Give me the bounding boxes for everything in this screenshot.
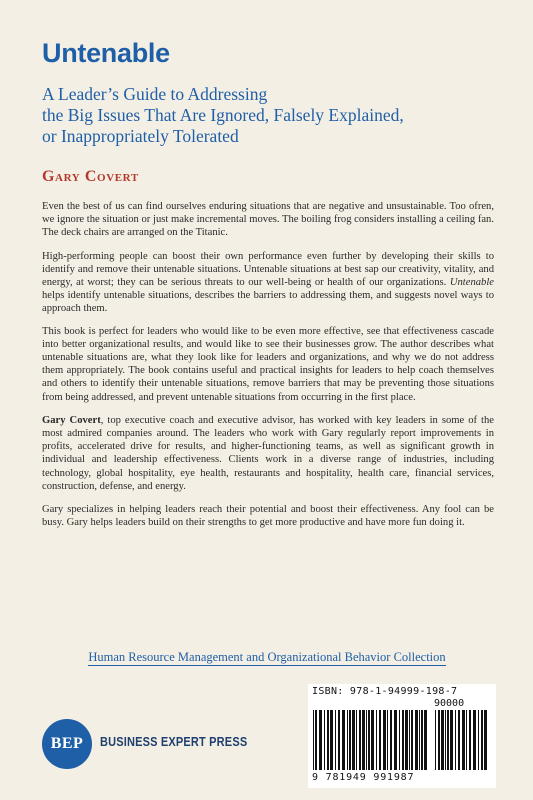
isbn-label: ISBN: 978-1-94999-198-7 [312, 686, 458, 697]
publisher-logo [42, 719, 92, 769]
blurb-text-segment: helps identify untenable situations, describes the barriers to addressing them, and suggests novel ways to approach them. [42, 290, 494, 315]
price-code: 90000 [434, 698, 465, 709]
barcode-digits: 9 781949 991987 [312, 772, 415, 783]
barcode-area [308, 684, 496, 788]
blurb-paragraph [42, 250, 494, 316]
blurb-paragraph: This book is perfect for leaders who would like to be even more effective, see that effectiveness cascade into better organizational results, and would like to see their businesses grow. The author describes what untenable situations are, what they look like for leaders and organizations, and why we do not address them appropriately. The book contains useful and practical insights for leaders to help coach themselves and others to identify their untenable situations, remove barriers that may be preventing those situations from being addressed, and prevent untenable situations from occurring in the first place. [42, 325, 494, 403]
blurb-paragraph: Even the best of us can find ourselves enduring situations that are negative and unsustainable. Too ofren, we ignore the situation or just make incremental moves. The boiling frog considers installing a ceiling fan. The deck chairs are arranged on the Titanic. [42, 201, 494, 239]
barcode-addon-bars [434, 710, 490, 770]
book-subtitle [42, 84, 512, 147]
subtitle-line: the Big Issues That Are Ignored, Falsely Explained, [42, 105, 404, 125]
barcode-bars [312, 710, 430, 770]
publisher-logo-text: BEP [50, 735, 84, 752]
blurb-text [42, 200, 494, 539]
blurb-title-italic: Untenable [449, 277, 494, 289]
collection-name [42, 650, 492, 665]
publisher-name: BUSINESS EXPERT PRESS [100, 735, 248, 749]
book-title: Untenable [42, 38, 170, 68]
collection-label: Human Resource Management and Organizational Behavior Collection [88, 650, 446, 664]
author-name: Gary Covert [42, 168, 139, 185]
author-bio-text: , top executive coach and executive advisor, has worked with key leaders in some of the most admired companies around. The leaders who work with Gary regularly report improvements in profits, accelerated drive for results, and higher-functioning teams, as well as significant growth in individual and leadership effectiveness. Clients work in a diverse range of industries, including technology, global hospitality, eye health, restaurants and hospitality, health care, financial services, construction, defense, and energy. [42, 414, 494, 492]
subtitle-line: or Inappropriately Tolerated [42, 126, 239, 146]
blurb-text-segment: High-performing people can boost their own performance even further by developing their skills to identify and remove their untenable situations. Untenable situations at best sap our creativity, vitality, and energy, at worst; they can be serious threats to our well-being or health of our organizations. [42, 250, 494, 289]
subtitle-line: A Leader’s Guide to Addressing [42, 84, 268, 104]
author-bio-paragraph [42, 414, 494, 493]
author-bio-name: Gary Covert [42, 414, 101, 426]
blurb-paragraph: Gary specializes in helping leaders reach their potential and boost their effectiveness. Any fool can be busy. Gary helps leaders build on their strengths to get more productive and have more fun doing it. [42, 504, 494, 529]
